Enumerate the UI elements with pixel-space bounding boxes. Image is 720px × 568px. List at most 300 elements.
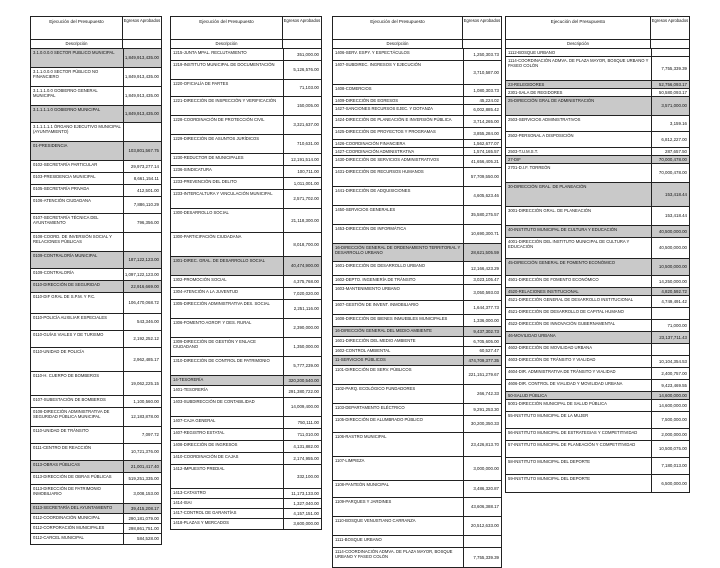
table-row [333,276,501,285]
table-row [506,296,689,308]
row-amount: 9,423,469.55 [651,380,689,391]
row-amount: 14,600,000.00 [651,392,689,399]
table-row [31,314,161,331]
row-amount [123,233,161,251]
table-row [333,85,501,97]
table-row [506,332,689,344]
row-description: 4604-DIR. ADMINISTRATIVA DE TRÁNSITO Y VIALIDAD [508,369,616,374]
table-row [171,499,321,509]
row-amount: 351,000.00 [283,49,321,60]
row-amount: 2,390,000.00 [283,319,321,337]
row-amount: 12,183,878.00 [123,408,161,426]
row-description: 0110-UNIDAD DE POLICÍA [33,349,85,354]
row-description: 0113-DIRECCIÓN DE OBRAS PÚBLICAS [33,474,112,479]
table-row [333,517,501,536]
row-description: 1221-DIRECCIÓN DE INSPECCIÓN Y VERIFICACIÓN [173,98,277,103]
table-row [333,148,501,156]
row-description: 1108-PANTEÓN MUNICIPAL [335,482,389,487]
table-row [171,178,321,190]
row-amount: 3,710,587.00 [463,61,501,84]
row-amount: 1,080,303.73 [463,85,501,96]
table-row [333,116,501,128]
row-amount: 3,050,593.03 [463,285,501,300]
table-row [506,276,689,288]
row-amount: 3,486,320.87 [463,481,501,497]
table-row [506,308,689,320]
row-description: 0109-CONTRALORÍA MUNICIPAL [33,253,98,258]
row-amount: 6,002,885.42 [463,105,501,115]
description-label: Descripción [386,41,409,46]
table-row [333,156,501,168]
row-amount: 40,474,900.00 [283,257,321,275]
row-amount: 10,500,000.00 [651,259,689,275]
row-description: 1110-BOSQUE VENUSTIANO CARRANZA [335,518,416,523]
table-row [171,319,321,338]
table-row [506,97,689,116]
table-row [333,416,501,433]
table-row [171,209,321,233]
row-amount: 103,801,567.75 [123,142,161,160]
table-row [506,380,689,392]
table-row [506,475,689,492]
row-amount: 1,574,165.57 [463,148,501,155]
row-description: 1236-SINDICATURA [173,167,212,172]
table-row [506,226,689,238]
row-description: 3.1.1.1.0.0 GOBIERNO GENERAL MUNICIPAL [33,88,98,99]
row-amount: 10,721,376.00 [123,444,161,460]
table-row [506,400,689,412]
row-amount: 1,100,560.00 [123,396,161,407]
row-description: 1403-SUBDIRECCIÓN DE CONTABILIDAD [173,399,255,404]
table-row [333,168,501,187]
table-row [31,427,161,444]
row-description: 1107-LIMPIEZA [335,458,365,463]
row-description: 0111-CENTRO DE REACCIÓN [33,445,92,450]
row-amount: 45,224.02 [463,97,501,104]
row-amount: 519,251,335.00 [123,473,161,484]
row-description: 0110-GUÍAS VIALES Y DE TURISMO [33,332,104,337]
row-description: 45-DIRECCIÓN GENERAL DE FOMENTO ECONÓMICO [508,260,616,265]
table-row [171,154,321,166]
row-amount: 7,755,339.39 [463,548,501,567]
header-title: Ejecución del Presupuesto [199,19,254,24]
row-amount: 21,118,300.00 [283,209,321,232]
table-row [31,106,161,123]
row-amount: 298,861,751.00 [123,524,161,533]
row-description: 4520-RELACIONES INSTITUCIONAL [508,289,579,294]
table-row [506,207,689,226]
row-amount: 100,711.00 [283,166,321,177]
row-description: 1230-REDUCTOR DE MUNICIPALES [173,155,244,160]
row-amount: 22,916,669.00 [123,281,161,292]
row-amount: 4,605,623.46 [463,187,501,205]
row-description: 1103-DEPARTAMENTO ELÉCTRICO [335,405,405,410]
row-description: 4501-DIRECCIÓN DE FOMENTO ECONÓMICO [508,277,599,282]
row-amount: 20,512,633.00 [463,517,501,535]
row-amount: 7,886,110.29 [123,197,161,213]
budget-rows [506,49,689,492]
row-description: 1300-PARTICIPACIÓN CIUDADANA [173,234,242,239]
row-description: 1407-SUBDIREC. INGRESOS Y EJECUCIÓN [335,62,421,67]
table-row [31,473,161,485]
row-amount: 9,291,253.30 [463,404,501,415]
table-row [31,142,161,161]
row-description: 25-DIRECCIÓN GRAL DE ADMINISTRACIÓN [508,98,595,103]
table-row [506,164,689,183]
table-row [31,87,161,106]
table-row [506,49,689,57]
row-amount: 28,621,505.59 [463,244,501,261]
row-description: 1408-COMERCIOS [335,86,372,91]
row-description: 1602-DEPTO. INGENIERÍA DE TRÁNSITO [335,277,416,282]
row-description: 40-INSTITUTO MUNICIPAL DE CULTURA Y EDUCACIÓN [508,227,618,232]
table-row [333,262,501,276]
row-amount: 7,097.72 [123,427,161,443]
row-description: 0103-PRESIDENCIA MUNICIPAL [33,174,96,179]
row-description: 1417-CONTROL DE GARANTÍAS [173,510,237,515]
table-row [171,441,321,453]
row-amount: 30,200,350.33 [463,416,501,432]
row-description: 1220-OFICIALÍA DE PARTES [173,81,229,86]
row-amount: 1,327,040.00 [283,499,321,508]
row-amount: 40,500,000.00 [651,238,689,258]
row-description: 1603-MANTENIMIENTO URBANO [335,286,400,291]
table-row [31,293,161,314]
row-amount: 3,600,000.00 [283,519,321,529]
row-amount: 750,111.00 [283,417,321,428]
row-amount: 1,336,000.00 [463,315,501,326]
row-description: 0113-DIRECCIÓN DE PATRIMONIO INMOBILIARIO [33,486,101,497]
row-description: 11-SERVICIOS PÚBLICOS [335,357,386,362]
table-row [31,534,161,544]
row-description: 2503-T.U.M.S.T. [508,149,539,154]
row-amount: 71,103.00 [283,80,321,96]
table-row [171,233,321,257]
row-description: 1407-CAJA GENERAL [173,418,216,423]
row-description: 0110-DIRECCIÓN DE SEGURIDAD [33,282,100,287]
row-description: 1407-REGISTRO ESTATAL [173,430,225,435]
row-description: 4522-DIRECCIÓN DE INNOVACIÓN GUBERNAMENTAL [508,321,616,326]
row-description: 1450-SERVICIOS GENERALES [335,207,396,212]
table-row [506,238,689,259]
row-description: 1430-DIRECCIÓN DE SERVICIOS ADMINISTRATIVOS [335,157,440,162]
row-amount [651,308,689,319]
row-amount: 1,849,913,435.00 [123,68,161,86]
table-row [171,357,321,376]
row-amount: 3,000,000.00 [463,457,501,480]
row-description: 2502-PERSONAL A DISPOSICIÓN [508,133,574,138]
table-row [333,404,501,416]
row-description: 1300-DESARROLLO SOCIAL [173,210,229,215]
table-row [171,288,321,300]
row-amount: 1,250,303.73 [463,49,501,60]
sheet-header [506,17,689,40]
row-description: 0112-CARCEL MUNICIPAL [33,535,84,540]
row-description: 23-RELEGIDORES [508,82,545,87]
row-amount: 7,500,000.00 [651,412,689,428]
row-amount: 3,855,284.00 [463,128,501,139]
row-amount: 4,749,491.42 [651,296,689,307]
row-amount: 710,631.00 [283,135,321,153]
table-row [506,89,689,97]
row-description: 58-INSTITUTO MUNICIPAL DEL DEPORTE [508,459,591,464]
table-row [333,49,501,61]
table-row [171,519,321,529]
table-row [506,392,689,400]
table-row [333,61,501,85]
budget-sheet-2 [170,16,322,530]
row-description: 1418-PLAZAS Y MERCADOS [173,520,229,525]
row-amount: 57,709,550.00 [463,168,501,186]
table-row [171,300,321,319]
row-amount: 796,356.00 [123,214,161,232]
row-amount: 584,528.00 [123,534,161,544]
row-description: 1112-BOSQUE URBANO [508,50,556,55]
row-amount: 2,000,000.00 [651,429,689,440]
row-amount: 2,571,702.00 [283,190,321,208]
table-row [333,206,501,225]
table-row [506,288,689,296]
row-description: 4606-DIR. CONTROL DE VIALIDAD Y MOVILIDAD URBANA [508,381,623,386]
budget-sheet-4 [505,16,690,493]
row-description: 1215-JUNTA MPAL. RECLUTAMIENTO [173,50,247,55]
table-row [31,331,161,348]
row-amount: 320,200,540.00 [283,376,321,385]
row-description: 1427-COORDINACIÓN ADMINISTRATIVA [335,149,415,154]
description-label: Descripción [65,41,88,46]
table-row [31,504,161,514]
row-description: 1101-DIRECCIÓN DE SERV. PÚBLICOS [335,367,412,372]
row-amount: 23,426,813.70 [463,433,501,456]
row-description: 50-SALUD PÚBLICA [508,393,548,398]
table-row [171,376,321,386]
table-row [171,257,321,276]
row-amount: 70,000,478.00 [651,164,689,182]
table-row [333,225,501,244]
row-amount: 6,705,605.00 [463,337,501,346]
row-amount: 412,501.00 [123,185,161,196]
row-description: 3.1.1.0.0.0 SECTOR PÚBLICO NO FINANCIERO [33,69,99,80]
table-row [333,337,501,347]
row-amount: 291,380,722.00 [283,386,321,397]
description-label: Descripción [215,41,238,46]
row-description: 1111-BOSQUE URBANO [335,537,382,542]
row-description: 0102-SECRETARÍA PARTICULAR [33,162,98,167]
row-description: 1106-RASTRO MUNICIPAL [335,434,387,439]
row-amount: 43,606,388.17 [463,498,501,516]
row-description: 1301-DIREC. GRAL. DE DESARROLLO SOCIAL [173,258,265,263]
table-row [506,356,689,368]
table-row [31,444,161,461]
table-row [171,489,321,499]
row-description: 0110-POLICÍA AUXILIAR ESPECIALES [33,315,107,320]
row-amount: 7,755,339.39 [651,57,689,80]
sheet-header [333,17,501,40]
row-amount: 6,812,227.00 [651,132,689,147]
table-row [333,244,501,262]
table-row [171,417,321,429]
row-amount: 266,742.33 [463,385,501,403]
row-description: 1406-SERV. ESPY. Y ESPECTÁCULOS [335,50,410,55]
row-description: 3.1.1.1.1.1 ÓRGANO EJECUTIVO MUNICIPAL (AYUNTAMIENTO) [33,124,121,135]
row-amount: 153,418.44 [651,207,689,225]
row-description: 0112-CORPORACIÓN MUNICIPALES [33,525,105,530]
row-amount [651,344,689,355]
table-row [333,385,501,404]
table-row [506,429,689,441]
row-description: 0110-UNIDAD DE TRÁNSITO [33,428,89,433]
table-row [171,453,321,465]
row-description: 1409-DIRECCIÓN DE EGRESOS [335,98,399,103]
table-row [171,80,321,97]
row-amount: 1,849,913,435.00 [123,87,161,105]
table-row [333,315,501,327]
row-description: 1441-DIRECCIÓN DE ADQUISICIONES [335,188,411,193]
row-description: 0113-SECRETARÍA DEL AYUNTAMIENTO [33,505,113,510]
budget-rows [171,49,321,529]
row-amount: 11,173,133.00 [283,489,321,498]
table-row [31,68,161,87]
row-amount: 39,415,208.17 [123,504,161,513]
row-amount: 6,500,000.00 [651,475,689,492]
table-row [171,97,321,116]
row-description: 0109-CONTRALORÍA [33,270,74,275]
table-row [31,461,161,473]
row-description: 1608-DIRECCIÓN DE BIENES INMUEBLES MUNICIPALES [335,316,448,321]
row-description: 5001-DIRECCIÓN MUNICIPAL DE SALUD PÚBLICA [508,401,607,406]
row-amount: 60,527.47 [463,347,501,355]
row-amount: 1,562,677.07 [463,140,501,147]
budget-rows [333,49,501,567]
row-description: 46-MOVILIDAD URBANA [508,333,556,338]
row-description: 1607-GESTIÓN DE INVENT. INMOBILIARIO [335,302,419,307]
table-row [506,368,689,380]
budget-rows [31,49,161,544]
row-amount: 8,661,154.11 [123,173,161,184]
row-amount: 5,777,239.00 [283,357,321,375]
row-amount: 3,023,105.47 [463,276,501,284]
table-row [31,269,161,281]
row-amount: 70,000,478.00 [651,156,689,163]
row-description: 1431-DIRECCIÓN DE RECURSOS HUMANOS [335,169,424,174]
row-description: 1302-PROMOCIÓN SOCIAL [173,277,227,282]
row-amount: 106,470,068.72 [123,293,161,313]
table-row [333,347,501,356]
row-description: 1229-DIRECCIÓN DE ASUNTOS JURÍDICOS [173,136,260,141]
row-description: 1309-DIRECCIÓN DE GESTIÓN Y ENLACE CIUDADANO [173,339,256,350]
table-row [333,548,501,567]
row-amount: 3,714,265.00 [463,116,501,127]
row-amount: 3,571,000.00 [651,97,689,115]
row-description: 4521-DIRECCIÓN DE DESARROLLO DE CAPITAL HUMANO [508,309,624,314]
row-description: 1233-INTERCALTURA Y VINCULACIÓN MUNICIPAL [173,191,273,196]
table-row [31,197,161,214]
row-amount [651,49,689,56]
row-description: 2301-SALA DE REGIDORES [508,90,563,95]
row-amount: 474,709,377.35 [463,356,501,365]
table-row [333,105,501,116]
row-amount: 9,437,302.73 [463,327,501,336]
table-row [506,132,689,148]
table-row [333,536,501,548]
table-row [31,185,161,197]
row-description: 27-DIF [508,157,521,162]
table-row [333,128,501,140]
table-row [171,386,321,398]
table-row [31,524,161,534]
row-description: 30-DIRECCIÓN GRAL. DE PLANEACIÓN [508,184,587,189]
row-description: 4521-DIRECCIÓN GENERAL DE DESARROLLO INSTITUCIONAL [508,297,634,302]
description-header [333,40,501,49]
row-description: 1304-ATENCIÓN A LA JUVENTUD [173,289,239,294]
row-description: 16-DIRECCIÓN GENERAL DE ORDENAMIENTO TERRITORIAL Y DESARROLLO URBANO [335,245,461,256]
row-description: 1310-DIRECCIÓN DE CONTROL DE PATRIMONIO [173,358,270,363]
table-row [333,285,501,301]
row-amount: 4,131,882.00 [283,441,321,452]
row-description: 1601-DIRECCIÓN DEL MEDIO AMBIENTE [335,338,416,343]
row-description: 1401-TESORERÍA [173,387,208,392]
row-description: 0107-SECRETARÍA TÉCNICA DEL AYUNTAMIENTO [33,215,99,226]
table-row [506,156,689,164]
row-description: 16-DIRECCIÓN GENERAL DEL MEDIO AMBIENTE [335,328,432,333]
row-amount: 29,973,277.14 [123,161,161,172]
table-row [31,233,161,252]
table-row [333,327,501,337]
row-amount: 543,346.00 [123,314,161,330]
table-row [31,514,161,524]
table-row [171,116,321,135]
row-amount: 290,181,079.00 [123,514,161,523]
row-description: 1414-ISAI [173,500,192,505]
row-description: 55-INSTITUTO MUNICIPAL DE LA MUJER [508,413,589,418]
description-header [171,40,321,49]
row-description: 0110-H. CUERPO DE BOMBEROS [33,373,100,378]
table-row [506,441,689,458]
row-amount: 52,756,093.17 [651,81,689,88]
table-row [171,135,321,154]
row-description: 4602-DIRECCIÓN DE MOVILIDAD URBANA [508,345,593,350]
table-row [506,116,689,132]
row-amount: 40,500,000.00 [651,226,689,237]
row-description: 3.1.0.0.0.0 SECTOR PUBLICO MUNICIPAL [33,50,115,55]
row-description: 0108-DIRECCIÓN ADMINISTRATIVA DE SEGURIDAD PÚBLICA MUNICIPAL [33,409,110,420]
row-amount: 14,250,000.00 [651,276,689,287]
description-label: Descripción [567,41,589,46]
row-amount: 7,020,020.00 [283,288,321,299]
table-row [171,398,321,417]
row-description: 56-INSTITUTO MUNICIPAL DE ESTRATEGIAS Y COMPETITIVIDAD [508,430,638,435]
table-row [171,61,321,80]
header-title: Ejecución del Presupuesto [370,19,425,24]
row-description: 1412-IMPUESTO PREDIAL [173,466,225,471]
table-row [171,276,321,288]
row-description: 1305-DIRECCIÓN ADMINISTRATIVA DES. SOCIAL [173,301,270,306]
row-amount: 287,657.50 [651,148,689,155]
row-description: 1410-COORDINACIÓN DE CAJAS [173,454,239,459]
header-amount: Egresos Aprobados [650,17,689,39]
row-description: 1601-DIRECCIÓN DE DESARROLLO URBANO [335,263,426,268]
table-row [31,252,161,269]
row-amount: 41,656,405.21 [463,156,501,167]
table-row [333,366,501,385]
header-amount: Egresos Aprobados [122,17,161,39]
table-row [31,123,161,142]
row-description: 3.1.1.1.1.0 GOBIERNO MUNICIPAL [33,107,101,112]
row-description: 1105-DIRECCIÓN DE ALUMBRADO PÚBLICO [335,417,423,422]
row-description: 0113-OBRAS PÚBLICAS [33,462,80,467]
table-row [506,344,689,356]
table-row [506,183,689,207]
